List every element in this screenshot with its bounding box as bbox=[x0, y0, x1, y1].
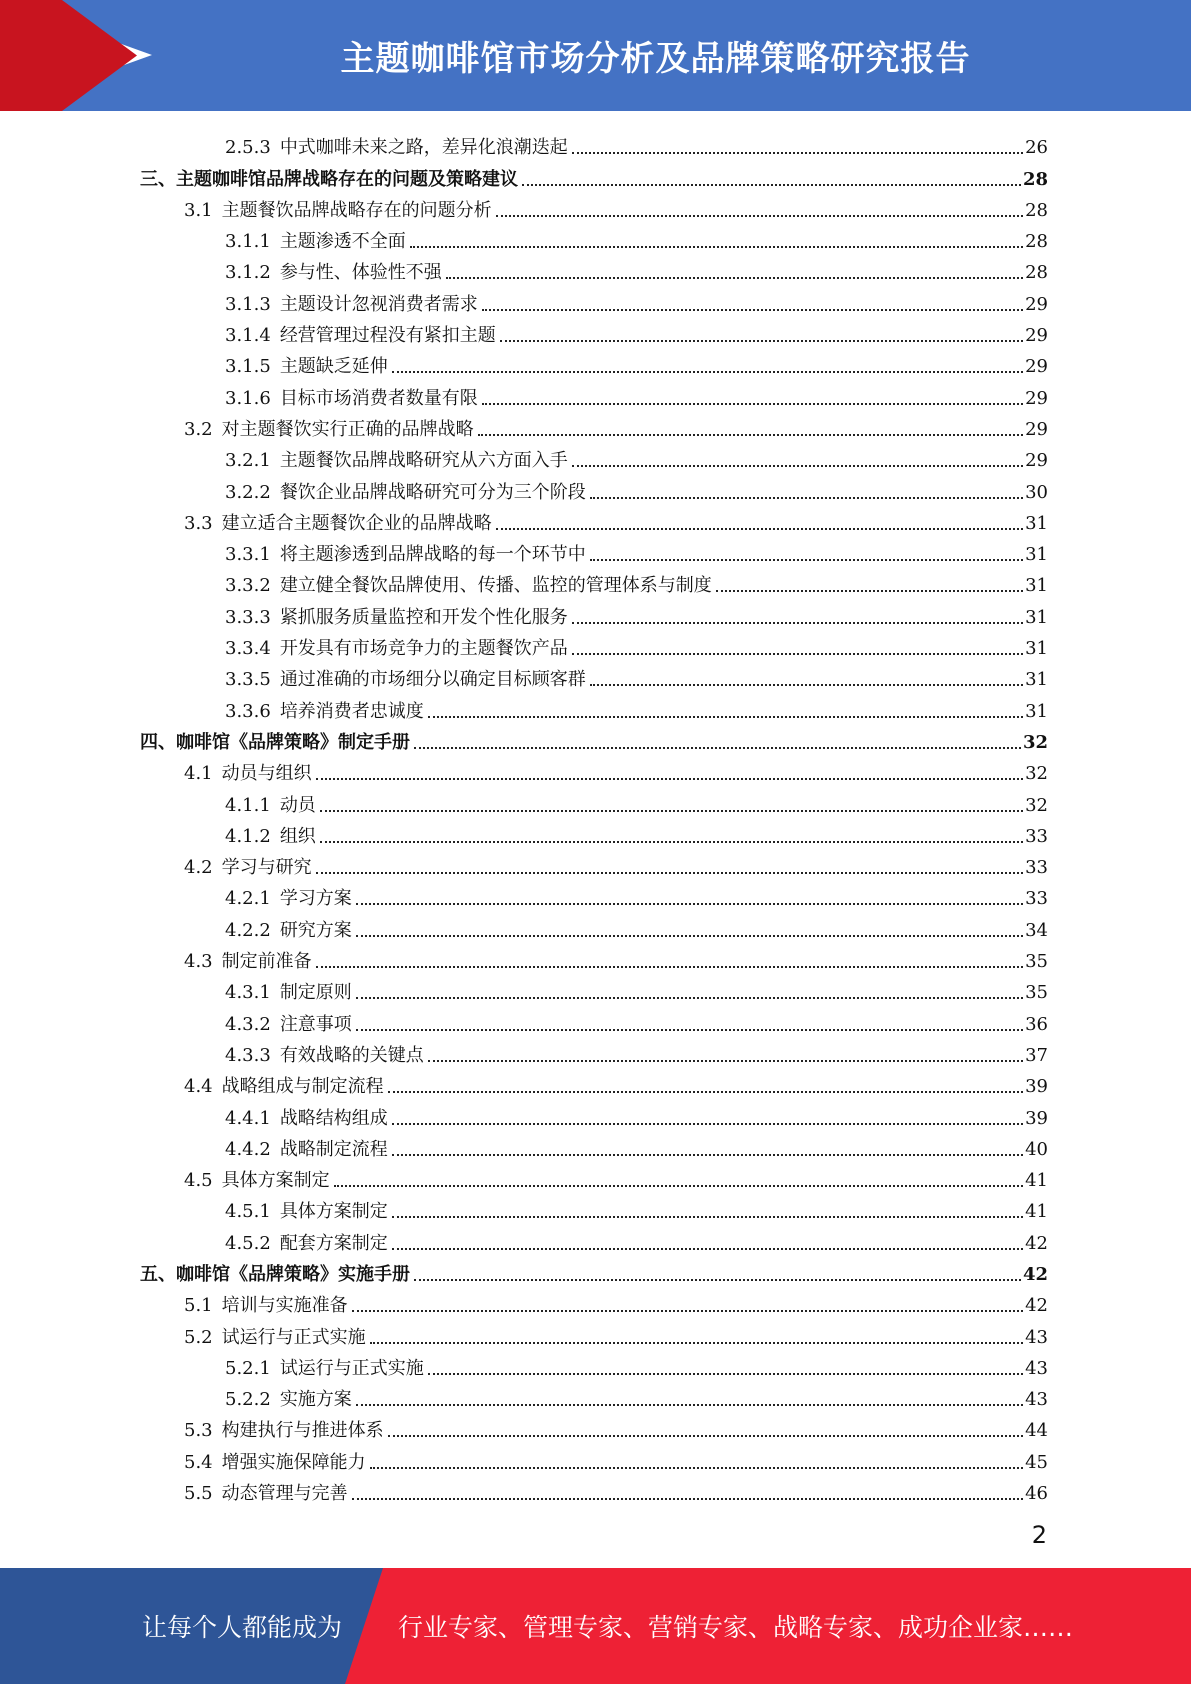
toc-dot-leader bbox=[446, 277, 1023, 279]
toc-entry-page: 42 bbox=[1022, 1263, 1048, 1285]
toc-entry-number: 5.2.1 bbox=[225, 1357, 271, 1379]
toc-entry-number: 4.3.3 bbox=[225, 1044, 271, 1066]
toc-dot-leader bbox=[320, 810, 1023, 812]
toc-entry[interactable] bbox=[140, 284, 1048, 315]
toc-entry-title: 参与性、体验性不强 bbox=[279, 262, 442, 284]
toc-dot-leader bbox=[478, 434, 1023, 436]
toc-entry-number: 3.3.4 bbox=[225, 638, 271, 660]
toc-entry-number: 5.4 bbox=[184, 1451, 213, 1473]
toc-entry-page: 28 bbox=[1025, 199, 1048, 221]
toc-entry-page: 28 bbox=[1022, 168, 1048, 190]
toc-dot-leader bbox=[590, 497, 1023, 499]
toc-dot-leader bbox=[414, 1279, 1021, 1281]
toc-entry-number: 4.4.2 bbox=[225, 1138, 271, 1160]
toc-entry-title: 经营管理过程没有紧扣主题 bbox=[279, 325, 496, 347]
toc-dot-leader bbox=[320, 841, 1023, 843]
toc-entry-page: 29 bbox=[1025, 356, 1048, 378]
toc-entry-page: 31 bbox=[1025, 700, 1048, 722]
toc-dot-leader bbox=[522, 184, 1021, 186]
toc-dot-leader bbox=[496, 528, 1023, 530]
toc-dot-leader bbox=[356, 1029, 1023, 1031]
toc-entry-page: 31 bbox=[1025, 544, 1048, 566]
toc-entry-title: 建立适合主题餐饮企业的品牌战略 bbox=[221, 512, 492, 534]
toc-dot-leader bbox=[356, 935, 1023, 937]
toc-entry-page: 39 bbox=[1025, 1076, 1048, 1098]
toc-entry-number: 三、 bbox=[140, 168, 176, 190]
toc-entry-title: 咖啡馆《品牌策略》实施手册 bbox=[176, 1263, 410, 1285]
toc-entry-title: 战略制定流程 bbox=[279, 1138, 388, 1160]
toc-entry-title: 通过准确的市场细分以确定目标顾客群 bbox=[279, 669, 586, 691]
toc-dot-leader bbox=[392, 1216, 1023, 1218]
toc-entry[interactable] bbox=[140, 1380, 1048, 1411]
toc-dot-leader bbox=[414, 747, 1021, 749]
toc-entry-page: 42 bbox=[1025, 1295, 1048, 1317]
toc-entry-number: 3.2.1 bbox=[225, 450, 271, 472]
toc-entry-page: 31 bbox=[1025, 606, 1048, 628]
toc-entry-number: 五、 bbox=[140, 1263, 176, 1285]
toc-entry-title: 具体方案制定 bbox=[279, 1201, 388, 1223]
toc-dot-leader bbox=[356, 997, 1023, 999]
toc-entry[interactable] bbox=[140, 1067, 1048, 1098]
toc-entry[interactable] bbox=[140, 1317, 1048, 1348]
toc-entry-page: 32 bbox=[1022, 731, 1048, 753]
toc-entry-page: 31 bbox=[1025, 669, 1048, 691]
toc-entry[interactable] bbox=[140, 910, 1048, 941]
toc-entry-page: 29 bbox=[1025, 325, 1048, 347]
toc-entry[interactable] bbox=[140, 1286, 1048, 1317]
toc-entry-page: 29 bbox=[1025, 293, 1048, 315]
toc-entry-page: 28 bbox=[1025, 262, 1048, 284]
toc-dot-leader bbox=[370, 1342, 1023, 1344]
toc-entry-page: 29 bbox=[1025, 418, 1048, 440]
toc-entry-number: 3.2 bbox=[184, 418, 213, 440]
toc-entry-title: 具体方案制定 bbox=[221, 1170, 330, 1192]
toc-dot-leader bbox=[428, 716, 1023, 718]
footer-banner bbox=[0, 1568, 1191, 1684]
toc-dot-leader bbox=[388, 1435, 1023, 1437]
toc-entry-page: 32 bbox=[1025, 794, 1048, 816]
toc-entry-number: 3.3.2 bbox=[225, 575, 271, 597]
toc-entry-title: 构建执行与推进体系 bbox=[221, 1420, 384, 1442]
toc-entry-page: 31 bbox=[1025, 512, 1048, 534]
toc-dot-leader bbox=[392, 1154, 1023, 1156]
toc-entry-title: 培训与实施准备 bbox=[221, 1295, 348, 1317]
toc-entry[interactable] bbox=[140, 410, 1048, 441]
toc-entry-number: 3.3 bbox=[184, 512, 213, 534]
toc-entry-page: 46 bbox=[1025, 1483, 1048, 1505]
toc-entry-number: 4.4 bbox=[184, 1076, 213, 1098]
page-number: 2 bbox=[1031, 1521, 1047, 1549]
toc-dot-leader bbox=[428, 1373, 1023, 1375]
toc-entry-number: 4.1 bbox=[184, 763, 213, 785]
toc-entry-title: 制定原则 bbox=[279, 982, 352, 1004]
toc-entry-page: 31 bbox=[1025, 575, 1048, 597]
footer-slogan-left: 让每个人都能成为 bbox=[142, 1613, 343, 1642]
toc-entry[interactable] bbox=[140, 128, 1048, 159]
toc-entry[interactable] bbox=[140, 597, 1048, 628]
toc-entry[interactable] bbox=[140, 1004, 1048, 1035]
toc-entry-number: 4.3.1 bbox=[225, 982, 271, 1004]
toc-dot-leader bbox=[352, 1498, 1023, 1500]
toc-entry[interactable] bbox=[140, 691, 1048, 722]
toc-dot-leader bbox=[370, 1467, 1023, 1469]
toc-entry-title: 试运行与正式实施 bbox=[279, 1357, 424, 1379]
toc-entry-number: 4.3.2 bbox=[225, 1013, 271, 1035]
toc-entry-page: 35 bbox=[1025, 982, 1048, 1004]
toc-entry[interactable] bbox=[140, 723, 1048, 754]
toc-entry-title: 注意事项 bbox=[279, 1013, 352, 1035]
toc-entry-number: 4.4.1 bbox=[225, 1107, 271, 1129]
toc-dot-leader bbox=[716, 590, 1023, 592]
toc-entry-page: 44 bbox=[1025, 1420, 1048, 1442]
toc-entry-number: 3.1 bbox=[184, 199, 213, 221]
toc-entry-page: 40 bbox=[1025, 1138, 1048, 1160]
toc-entry[interactable] bbox=[140, 1255, 1048, 1286]
toc-entry-page: 31 bbox=[1025, 638, 1048, 660]
toc-entry[interactable] bbox=[140, 191, 1048, 222]
toc-entry[interactable] bbox=[140, 566, 1048, 597]
toc-entry[interactable] bbox=[140, 848, 1048, 879]
toc-entry-title: 试运行与正式实施 bbox=[221, 1326, 366, 1348]
toc-entry-title: 主题设计忽视消费者需求 bbox=[279, 293, 478, 315]
toc-entry-page: 33 bbox=[1025, 825, 1048, 847]
toc-entry[interactable] bbox=[140, 754, 1048, 785]
toc-entry-page: 29 bbox=[1025, 387, 1048, 409]
toc-entry-page: 39 bbox=[1025, 1107, 1048, 1129]
toc-entry[interactable] bbox=[140, 1474, 1048, 1505]
toc-dot-leader bbox=[316, 778, 1023, 780]
toc-entry-number: 四、 bbox=[140, 731, 176, 753]
toc-entry-page: 34 bbox=[1025, 919, 1048, 941]
toc-entry-title: 实施方案 bbox=[279, 1389, 352, 1411]
toc-entry-number: 4.5.1 bbox=[225, 1201, 271, 1223]
toc-entry-page: 42 bbox=[1025, 1232, 1048, 1254]
toc-entry-number: 3.1.6 bbox=[225, 387, 271, 409]
toc-entry-title: 学习方案 bbox=[279, 888, 352, 910]
toc-entry[interactable] bbox=[140, 535, 1048, 566]
toc-dot-leader bbox=[428, 1060, 1023, 1062]
toc-entry-title: 中式咖啡未来之路，差异化浪潮迭起 bbox=[279, 137, 568, 159]
toc-entry[interactable] bbox=[140, 1036, 1048, 1067]
toc-entry-number: 3.1.3 bbox=[225, 293, 271, 315]
toc-entry[interactable] bbox=[140, 347, 1048, 378]
toc-entry-page: 43 bbox=[1025, 1326, 1048, 1348]
toc-entry-title: 主题缺乏延伸 bbox=[279, 356, 388, 378]
toc-entry-number: 5.2.2 bbox=[225, 1389, 271, 1411]
toc-entry-title: 战略结构组成 bbox=[279, 1107, 388, 1129]
toc-entry[interactable] bbox=[140, 973, 1048, 1004]
toc-entry-number: 3.3.1 bbox=[225, 544, 271, 566]
toc-dot-leader bbox=[572, 622, 1023, 624]
toc-dot-leader bbox=[392, 1248, 1023, 1250]
toc-dot-leader bbox=[496, 215, 1023, 217]
toc-entry[interactable] bbox=[140, 1442, 1048, 1473]
toc-entry-title: 培养消费者忠诚度 bbox=[279, 700, 424, 722]
toc-entry-number: 3.2.2 bbox=[225, 481, 271, 503]
toc-entry[interactable] bbox=[140, 1192, 1048, 1223]
toc-entry[interactable] bbox=[140, 441, 1048, 472]
toc-entry[interactable] bbox=[140, 222, 1048, 253]
toc-entry-page: 33 bbox=[1025, 888, 1048, 910]
toc-entry[interactable] bbox=[140, 1161, 1048, 1192]
toc-entry-number: 4.2 bbox=[184, 857, 213, 879]
toc-entry-title: 开发具有市场竞争力的主题餐饮产品 bbox=[279, 638, 568, 660]
toc-dot-leader bbox=[392, 371, 1023, 373]
toc-entry-title: 研究方案 bbox=[279, 919, 352, 941]
toc-entry[interactable] bbox=[140, 660, 1048, 691]
toc-dot-leader bbox=[500, 340, 1023, 342]
toc-entry-number: 3.3.5 bbox=[225, 669, 271, 691]
toc-entry-number: 5.3 bbox=[184, 1420, 213, 1442]
toc-entry-page: 26 bbox=[1025, 137, 1048, 159]
toc-dot-leader bbox=[410, 246, 1023, 248]
toc-dot-leader bbox=[482, 309, 1023, 311]
toc-dot-leader bbox=[352, 1310, 1023, 1312]
toc-entry-number: 4.2.1 bbox=[225, 888, 271, 910]
toc-entry-title: 动员 bbox=[279, 794, 316, 816]
toc-entry-page: 45 bbox=[1025, 1451, 1048, 1473]
toc-entry[interactable] bbox=[140, 942, 1048, 973]
toc-entry-number: 3.3.3 bbox=[225, 606, 271, 628]
toc-entry[interactable] bbox=[140, 504, 1048, 535]
toc-entry[interactable] bbox=[140, 879, 1048, 910]
toc-entry-page: 43 bbox=[1025, 1357, 1048, 1379]
table-of-contents bbox=[140, 128, 1048, 1505]
toc-entry-number: 4.3 bbox=[184, 951, 213, 973]
toc-entry-title: 紧抓服务质量监控和开发个性化服务 bbox=[279, 606, 568, 628]
toc-entry[interactable] bbox=[140, 253, 1048, 284]
toc-dot-leader bbox=[316, 872, 1023, 874]
toc-entry-number: 4.5.2 bbox=[225, 1232, 271, 1254]
toc-entry-title: 建立健全餐饮品牌使用、传播、监控的管理体系与制度 bbox=[279, 575, 712, 597]
toc-dot-leader bbox=[590, 559, 1023, 561]
toc-entry-page: 43 bbox=[1025, 1389, 1048, 1411]
toc-entry-number: 4.5 bbox=[184, 1170, 213, 1192]
toc-dot-leader bbox=[316, 966, 1023, 968]
toc-entry-title: 主题餐饮品牌战略存在的问题分析 bbox=[221, 199, 492, 221]
toc-dot-leader bbox=[572, 465, 1023, 467]
toc-entry-title: 主题渗透不全面 bbox=[279, 231, 406, 253]
toc-entry-title: 餐饮企业品牌战略研究可分为三个阶段 bbox=[279, 481, 586, 503]
toc-entry[interactable] bbox=[140, 1411, 1048, 1442]
toc-entry[interactable] bbox=[140, 378, 1048, 409]
toc-entry-title: 主题餐饮品牌战略研究从六方面入手 bbox=[279, 450, 568, 472]
toc-entry[interactable] bbox=[140, 629, 1048, 660]
toc-entry-number: 5.1 bbox=[184, 1295, 213, 1317]
toc-entry-number: 4.1.1 bbox=[225, 794, 271, 816]
toc-entry-page: 32 bbox=[1025, 763, 1048, 785]
toc-entry-title: 配套方案制定 bbox=[279, 1232, 388, 1254]
toc-entry-page: 29 bbox=[1025, 450, 1048, 472]
toc-entry-number: 3.1.2 bbox=[225, 262, 271, 284]
toc-entry-title: 制定前准备 bbox=[221, 951, 312, 973]
toc-entry-number: 5.5 bbox=[184, 1483, 213, 1505]
toc-entry[interactable] bbox=[140, 159, 1048, 190]
toc-entry-page: 30 bbox=[1025, 481, 1048, 503]
toc-entry[interactable] bbox=[140, 817, 1048, 848]
toc-dot-leader bbox=[572, 653, 1023, 655]
footer-slogan-right: 行业专家、管理专家、营销专家、战略专家、成功企业家…… bbox=[398, 1613, 1074, 1642]
toc-entry-number: 5.2 bbox=[184, 1326, 213, 1348]
toc-entry[interactable] bbox=[140, 316, 1048, 347]
toc-dot-leader bbox=[388, 1091, 1023, 1093]
toc-entry-page: 41 bbox=[1025, 1201, 1048, 1223]
toc-entry-page: 41 bbox=[1025, 1170, 1048, 1192]
toc-dot-leader bbox=[356, 1404, 1023, 1406]
toc-entry-number: 3.1.5 bbox=[225, 356, 271, 378]
toc-dot-leader bbox=[482, 403, 1023, 405]
toc-entry-page: 35 bbox=[1025, 951, 1048, 973]
toc-entry-title: 目标市场消费者数量有限 bbox=[279, 387, 478, 409]
toc-entry-page: 28 bbox=[1025, 231, 1048, 253]
toc-entry-title: 增强实施保障能力 bbox=[221, 1451, 366, 1473]
toc-entry-number: 3.3.6 bbox=[225, 700, 271, 722]
toc-entry-title: 动员与组织 bbox=[221, 763, 312, 785]
toc-entry[interactable] bbox=[140, 1098, 1048, 1129]
toc-entry-title: 组织 bbox=[279, 825, 316, 847]
toc-entry-page: 36 bbox=[1025, 1013, 1048, 1035]
toc-dot-leader bbox=[572, 152, 1023, 154]
toc-entry-title: 咖啡馆《品牌策略》制定手册 bbox=[176, 731, 410, 753]
toc-entry-number: 4.1.2 bbox=[225, 825, 271, 847]
toc-dot-leader bbox=[356, 903, 1023, 905]
document-title: 主题咖啡馆市场分析及品牌策略研究报告 bbox=[340, 39, 971, 79]
toc-entry-number: 4.2.2 bbox=[225, 919, 271, 941]
toc-dot-leader bbox=[590, 684, 1023, 686]
toc-entry-title: 对主题餐饮实行正确的品牌战略 bbox=[221, 418, 474, 440]
toc-entry-page: 33 bbox=[1025, 857, 1048, 879]
toc-dot-leader bbox=[334, 1185, 1023, 1187]
header-banner bbox=[0, 0, 1191, 111]
toc-entry-title: 动态管理与完善 bbox=[221, 1483, 348, 1505]
toc-entry[interactable] bbox=[140, 785, 1048, 816]
toc-entry-page: 37 bbox=[1025, 1044, 1048, 1066]
toc-entry-title: 有效战略的关键点 bbox=[279, 1044, 424, 1066]
toc-entry[interactable] bbox=[140, 1130, 1048, 1161]
toc-entry[interactable] bbox=[140, 472, 1048, 503]
toc-entry-number: 2.5.3 bbox=[225, 137, 271, 159]
toc-dot-leader bbox=[392, 1123, 1023, 1125]
toc-entry-title: 战略组成与制定流程 bbox=[221, 1076, 384, 1098]
toc-entry[interactable] bbox=[140, 1223, 1048, 1254]
toc-entry-title: 学习与研究 bbox=[221, 857, 312, 879]
toc-entry-title: 主题咖啡馆品牌战略存在的问题及策略建议 bbox=[176, 168, 518, 190]
toc-entry-number: 3.1.4 bbox=[225, 325, 271, 347]
toc-entry-number: 3.1.1 bbox=[225, 231, 271, 253]
toc-entry[interactable] bbox=[140, 1349, 1048, 1380]
toc-entry-title: 将主题渗透到品牌战略的每一个环节中 bbox=[279, 544, 586, 566]
